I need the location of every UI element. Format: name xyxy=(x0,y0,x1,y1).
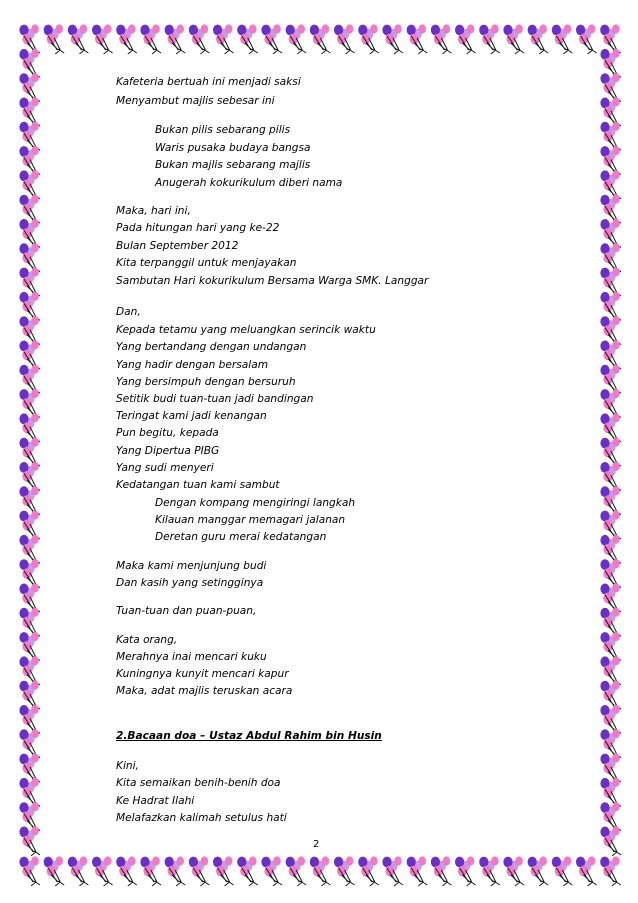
text-line: Maka, hari ini, xyxy=(116,205,191,217)
text-line: Anugerah kokurikulum diberi nama xyxy=(155,177,343,189)
text-line: Kedatangan tuan kami sambut xyxy=(116,479,280,491)
section-heading: 2.Bacaan doa – Ustaz Abdul Rahim bin Husin xyxy=(116,730,382,742)
text-line: Kuningnya kunyit mencari kapur xyxy=(116,668,289,680)
balloon-bunch-icon xyxy=(19,316,40,346)
balloon-bunch-icon xyxy=(358,856,379,886)
text-line: Yang bersimpuh dengan bersuruh xyxy=(116,376,296,388)
balloon-bunch-icon xyxy=(600,583,621,613)
text-line: Kafeteria bertuah ini menjadi saksi xyxy=(116,76,301,88)
text-line: Ke Hadrat Ilahi xyxy=(116,795,195,807)
balloon-bunch-icon xyxy=(68,856,89,886)
balloon-bunch-icon xyxy=(600,122,621,152)
balloon-bunch-icon xyxy=(503,856,524,886)
balloon-bunch-icon xyxy=(189,24,210,54)
balloon-bunch-icon xyxy=(600,24,621,54)
balloon-bunch-icon xyxy=(19,462,40,492)
page-number: 2 xyxy=(313,839,320,850)
text-line: Kata orang, xyxy=(116,634,178,646)
balloon-bunch-icon xyxy=(19,24,40,54)
balloon-bunch-icon xyxy=(600,486,621,516)
text-line: Sambutan Hari kokurikulum Bersama Warga SMK. Langgar xyxy=(116,275,429,287)
balloon-bunch-icon xyxy=(407,24,428,54)
balloon-bunch-icon xyxy=(19,49,40,79)
balloon-bunch-icon xyxy=(116,24,137,54)
balloon-bunch-icon xyxy=(213,24,234,54)
balloon-bunch-icon xyxy=(600,681,621,711)
balloon-bunch-icon xyxy=(19,219,40,249)
balloon-bunch-icon xyxy=(19,705,40,735)
balloon-bunch-icon xyxy=(19,243,40,273)
balloon-bunch-icon xyxy=(19,632,40,662)
text-line: Deretan guru merai kedatangan xyxy=(155,531,327,543)
balloon-bunch-icon xyxy=(358,24,379,54)
balloon-bunch-icon xyxy=(19,559,40,589)
text-line: Pada hitungan hari yang ke-22 xyxy=(116,222,280,234)
balloon-bunch-icon xyxy=(189,856,210,886)
balloon-bunch-icon xyxy=(92,24,113,54)
balloon-bunch-icon xyxy=(19,608,40,638)
balloon-bunch-icon xyxy=(552,24,573,54)
text-line: Kilauan manggar memagari jalanan xyxy=(155,514,346,526)
balloon-bunch-icon xyxy=(19,413,40,443)
balloon-bunch-icon xyxy=(600,73,621,103)
text-line: Pun begitu, kepada xyxy=(116,427,219,439)
text-line: Merahnya inai mencari kuku xyxy=(116,651,267,663)
text-line: Kita terpanggil untuk menjayakan xyxy=(116,257,297,269)
text-line: Maka kami menjunjung budi xyxy=(116,560,267,572)
balloon-bunch-icon xyxy=(600,146,621,176)
balloon-bunch-icon xyxy=(19,340,40,370)
balloon-bunch-icon xyxy=(19,365,40,395)
balloon-bunch-icon xyxy=(600,219,621,249)
balloon-bunch-icon xyxy=(600,389,621,419)
text-line: Yang hadir dengan bersalam xyxy=(116,359,269,371)
balloon-bunch-icon xyxy=(19,826,40,856)
text-line: Dan kasih yang setingginya xyxy=(116,577,264,589)
balloon-bunch-icon xyxy=(19,486,40,516)
balloon-bunch-icon xyxy=(600,753,621,783)
text-line: Tuan-tuan dan puan-puan, xyxy=(116,605,257,617)
balloon-bunch-icon xyxy=(165,856,186,886)
balloon-bunch-icon xyxy=(382,856,403,886)
balloon-bunch-icon xyxy=(552,856,573,886)
text-line: Waris pusaka budaya bangsa xyxy=(155,142,311,154)
balloon-bunch-icon xyxy=(600,195,621,225)
balloon-bunch-icon xyxy=(44,24,65,54)
balloon-bunch-icon xyxy=(600,802,621,832)
balloon-bunch-icon xyxy=(600,608,621,638)
text-line: Setitik budi tuan-tuan jadi bandingan xyxy=(116,393,314,405)
balloon-bunch-icon xyxy=(19,438,40,468)
balloon-bunch-icon xyxy=(334,24,355,54)
text-line: Kepada tetamu yang meluangkan serincik waktu xyxy=(116,324,376,336)
text-line: Dengan kompang mengiringi langkah xyxy=(155,497,356,509)
balloon-bunch-icon xyxy=(19,656,40,686)
text-line: Maka, adat majlis teruskan acara xyxy=(116,685,293,697)
balloon-bunch-icon xyxy=(140,24,161,54)
balloon-bunch-icon xyxy=(19,122,40,152)
balloon-bunch-icon xyxy=(431,856,452,886)
balloon-bunch-icon xyxy=(213,856,234,886)
balloon-bunch-icon xyxy=(600,438,621,468)
balloon-bunch-icon xyxy=(600,243,621,273)
balloon-bunch-icon xyxy=(600,656,621,686)
balloon-bunch-icon xyxy=(600,826,621,856)
balloon-bunch-icon xyxy=(310,856,331,886)
balloon-bunch-icon xyxy=(19,73,40,103)
balloon-bunch-icon xyxy=(44,856,65,886)
text-line: Bulan September 2012 xyxy=(116,240,239,252)
balloon-bunch-icon xyxy=(600,778,621,808)
balloon-bunch-icon xyxy=(503,24,524,54)
balloon-bunch-icon xyxy=(576,24,597,54)
balloon-bunch-icon xyxy=(600,856,621,886)
balloon-bunch-icon xyxy=(19,681,40,711)
balloon-bunch-icon xyxy=(576,856,597,886)
balloon-bunch-icon xyxy=(479,856,500,886)
balloon-bunch-icon xyxy=(600,632,621,662)
balloon-bunch-icon xyxy=(92,856,113,886)
balloon-bunch-icon xyxy=(600,316,621,346)
balloon-bunch-icon xyxy=(600,170,621,200)
balloon-bunch-icon xyxy=(600,729,621,759)
balloon-bunch-icon xyxy=(19,802,40,832)
text-line: Yang sudi menyeri xyxy=(116,462,214,474)
balloon-bunch-icon xyxy=(165,24,186,54)
balloon-bunch-icon xyxy=(19,510,40,540)
balloon-bunch-icon xyxy=(600,97,621,127)
balloon-bunch-icon xyxy=(600,705,621,735)
balloon-bunch-icon xyxy=(19,170,40,200)
balloon-bunch-icon xyxy=(19,146,40,176)
text-line: Yang bertandang dengan undangan xyxy=(116,341,307,353)
balloon-bunch-icon xyxy=(19,729,40,759)
balloon-bunch-icon xyxy=(334,856,355,886)
balloon-bunch-icon xyxy=(19,778,40,808)
balloon-bunch-icon xyxy=(237,24,258,54)
balloon-bunch-icon xyxy=(19,856,40,886)
balloon-bunch-icon xyxy=(261,856,282,886)
text-line: Kita semaikan benih-benih doa xyxy=(116,777,281,789)
balloon-bunch-icon xyxy=(600,49,621,79)
balloon-bunch-icon xyxy=(600,462,621,492)
text-line: Yang Dipertua PIBG xyxy=(116,445,220,457)
balloon-bunch-icon xyxy=(382,24,403,54)
balloon-bunch-icon xyxy=(600,292,621,322)
balloon-bunch-icon xyxy=(116,856,137,886)
balloon-bunch-icon xyxy=(600,559,621,589)
balloon-bunch-icon xyxy=(455,24,476,54)
balloon-bunch-icon xyxy=(407,856,428,886)
balloon-bunch-icon xyxy=(600,340,621,370)
balloon-bunch-icon xyxy=(19,389,40,419)
balloon-bunch-icon xyxy=(237,856,258,886)
text-line: Menyambut majlis sebesar ini xyxy=(116,95,275,107)
balloon-bunch-icon xyxy=(528,24,549,54)
balloon-bunch-icon xyxy=(600,413,621,443)
balloon-bunch-icon xyxy=(68,24,89,54)
balloon-bunch-icon xyxy=(19,97,40,127)
text-line: Bukan majlis sebarang majlis xyxy=(155,159,311,171)
text-line: Dan, xyxy=(116,306,141,318)
balloon-bunch-icon xyxy=(310,24,331,54)
balloon-bunch-icon xyxy=(528,856,549,886)
balloon-bunch-icon xyxy=(19,292,40,322)
balloon-bunch-icon xyxy=(140,856,161,886)
balloon-bunch-icon xyxy=(600,267,621,297)
balloon-bunch-icon xyxy=(600,365,621,395)
balloon-bunch-icon xyxy=(600,510,621,540)
balloon-bunch-icon xyxy=(19,195,40,225)
balloon-bunch-icon xyxy=(286,24,307,54)
balloon-bunch-icon xyxy=(19,267,40,297)
text-line: Kini, xyxy=(116,760,139,772)
balloon-bunch-icon xyxy=(19,583,40,613)
text-line: Teringat kami jadi kenangan xyxy=(116,410,267,422)
text-line: Melafazkan kalimah setulus hati xyxy=(116,812,287,824)
text-line: Bukan pilis sebarang pilis xyxy=(155,124,291,136)
balloon-bunch-icon xyxy=(600,535,621,565)
balloon-bunch-icon xyxy=(261,24,282,54)
balloon-bunch-icon xyxy=(19,753,40,783)
balloon-bunch-icon xyxy=(286,856,307,886)
balloon-bunch-icon xyxy=(431,24,452,54)
balloon-bunch-icon xyxy=(19,535,40,565)
balloon-bunch-icon xyxy=(479,24,500,54)
balloon-bunch-icon xyxy=(455,856,476,886)
